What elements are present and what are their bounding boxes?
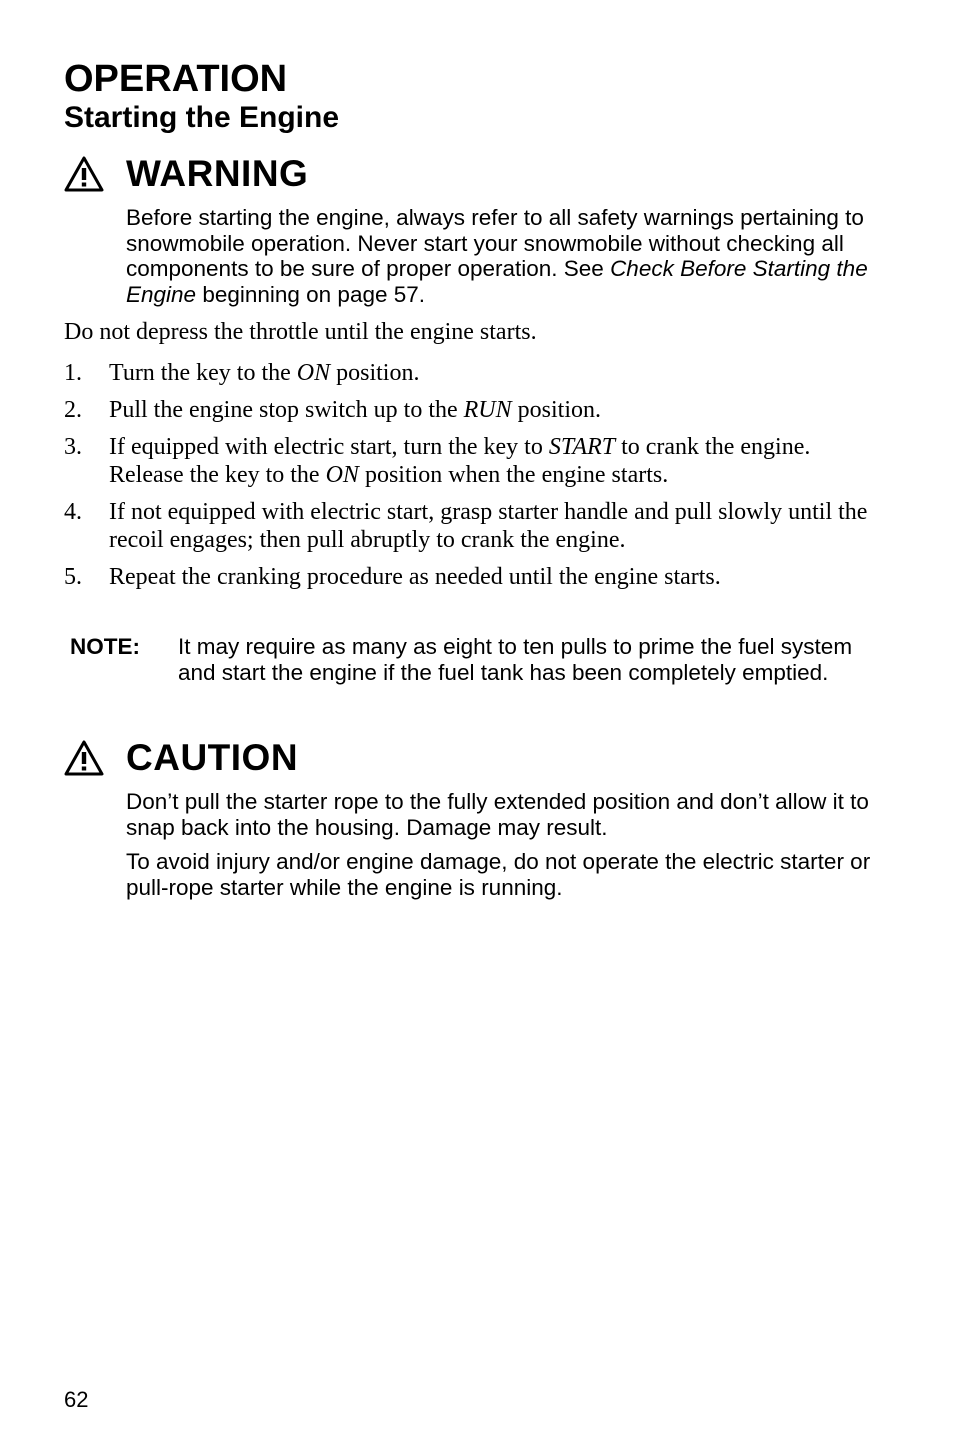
warning-label: WARNING: [126, 153, 309, 194]
note-text: It may require as many as eight to ten pulls to prime the fuel system and start the engine if the fuel tank has been completely emptied.: [178, 634, 853, 685]
list-item: 5. Repeat the cranking procedure as needed until the engine starts.: [64, 564, 721, 590]
warning-triangle-icon: [64, 740, 104, 776]
list-item: 2. Pull the engine stop switch up to the RUN position.: [64, 397, 601, 423]
caution-paragraph: Don’t pull the starter rope to the fully extended position and don’t allow it to snap back into the housing. Damage may result.: [126, 789, 869, 840]
caution-text: [126, 789, 886, 909]
page-number: 62: [64, 1387, 89, 1412]
note-label: NOTE:: [70, 634, 140, 659]
steps-list: [64, 359, 874, 600]
list-item: 3. If equipped with electric start, turn the key to START to crank the engine. Release the key to the ON position when the engine starts.: [64, 434, 811, 488]
warning-heading: [64, 152, 308, 196]
list-item: 4. If not equipped with electric start, grasp starter handle and pull slowly until the recoil engages; then pull abruptly to crank the engine.: [64, 499, 868, 553]
section-title: OPERATION: [64, 58, 288, 100]
intro-text: Do not depress the throttle until the engine starts.: [64, 319, 537, 345]
caution-paragraph: To avoid injury and/or engine damage, do not operate the electric starter or pull-rope starter while the engine is running.: [126, 849, 871, 900]
subsection-title: Starting the Engine: [64, 101, 340, 134]
warning-triangle-icon: [64, 156, 104, 192]
warning-text: Before starting the engine, always refer to all safety warnings pertaining to snowmobile operation. Never start your snowmobile without checking all components to be sure of proper operation. See Check Before Starting the Engine beginning on page 57.: [126, 205, 868, 307]
caution-label: CAUTION: [126, 737, 299, 778]
list-item: 1. Turn the key to the ON position.: [64, 360, 420, 386]
note: [70, 634, 870, 685]
caution-heading: [64, 736, 298, 780]
